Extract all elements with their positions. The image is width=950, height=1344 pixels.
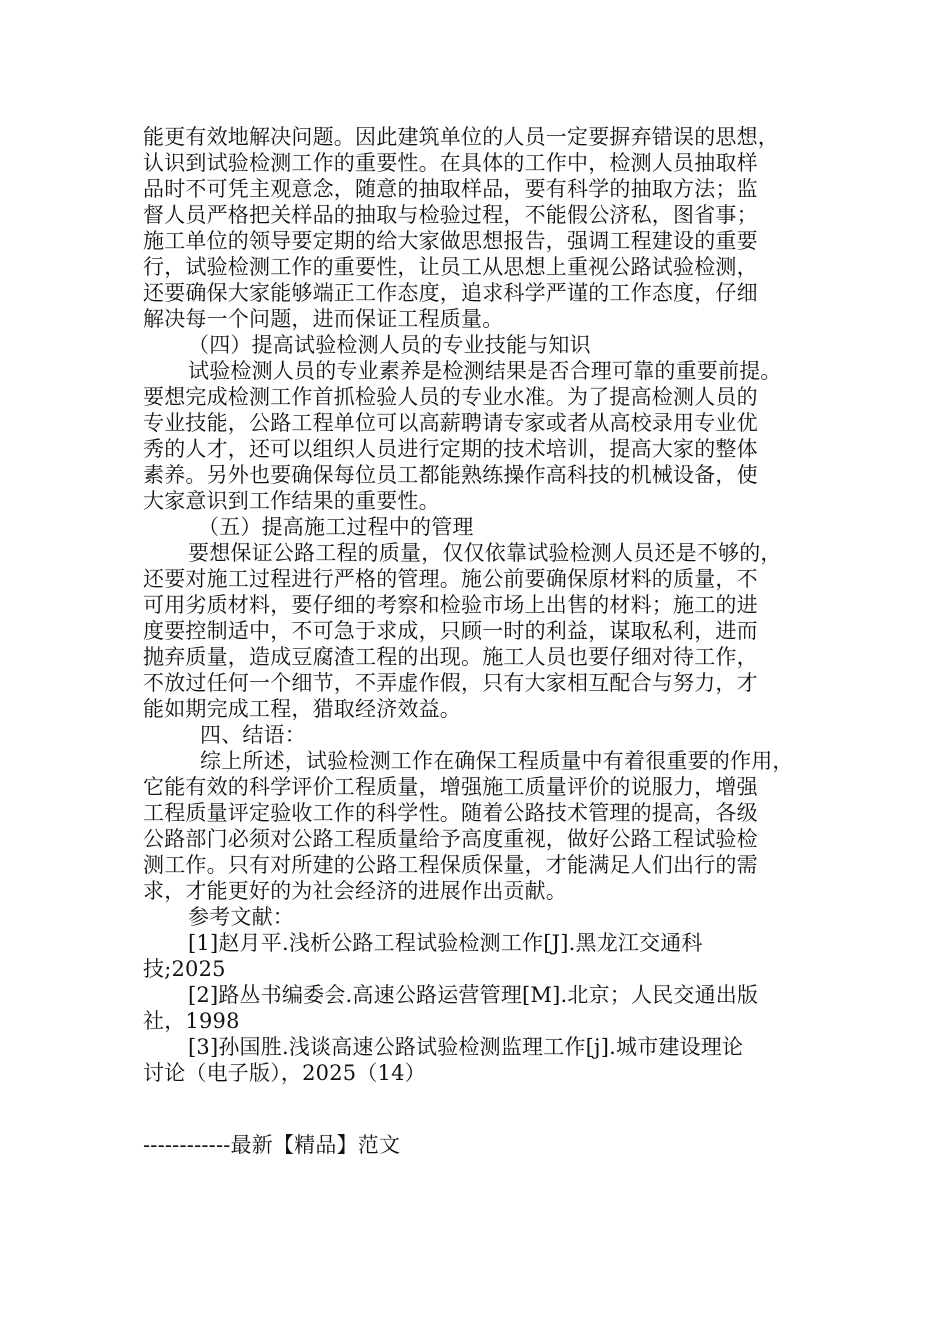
body-line: 专业技能，公路工程单位可以高薪聘请专家或者从高校录用专业优 (143, 411, 758, 435)
body-line: 它能有效的科学评价工程质量，增强施工质量评价的说服力，增强 (143, 775, 758, 799)
reference-item: 社，1998 (143, 1009, 240, 1033)
page-footer: ------------最新【精品】范文 (143, 1133, 401, 1157)
body-line: 求，才能更好的为社会经济的进展作出贡献。 (143, 879, 567, 903)
body-line: 工程质量评定验收工作的科学性。随着公路技术管理的提高，各级 (143, 801, 758, 825)
body-line: 公路部门必须对公路工程质量给予高度重视，做好公路工程试验检 (143, 827, 758, 851)
body-line: 测工作。只有对所建的公路工程保质保量，才能满足人们出行的需 (143, 853, 758, 877)
body-line: 度要控制适中，不可急于求成，只顾一时的利益，谋取私利，进而 (143, 619, 758, 643)
body-line: 要想保证公路工程的质量，仅仅依靠试验检测人员还是不够的， (188, 541, 782, 565)
body-line: 试验检测人员的专业素养是检测结果是否合理可靠的重要前提。 (188, 359, 782, 383)
body-line: 行，试验检测工作的重要性，让员工从思想上重视公路试验检测， (143, 255, 758, 279)
references-heading: 参考文献： (188, 905, 294, 929)
body-line: 还要确保大家能够端正工作态度，追求科学严谨的工作态度，仔细 (143, 281, 758, 305)
body-line: 还要对施工过程进行严格的管理。施公前要确保原材料的质量，不 (143, 567, 758, 591)
body-line: 大家意识到工作结果的重要性。 (143, 489, 440, 513)
body-line: 可用劣质材料，要仔细的考察和检验市场上出售的材料；施工的进 (143, 593, 758, 617)
reference-item: [3]孙国胜.浅谈高速公路试验检测监理工作[j].城市建设理论 (188, 1035, 744, 1059)
body-line: 解决每一个问题，进而保证工程质量。 (143, 307, 504, 331)
section-heading: 四、结语： (200, 723, 306, 747)
body-line: 施工单位的领导要定期的给大家做思想报告，强调工程建设的重要 (143, 229, 758, 253)
reference-item: [2]路丛书编委会.高速公路运营管理[M].北京；人民交通出版 (188, 983, 759, 1007)
reference-item: 技;2025 (143, 957, 226, 981)
reference-item: [1]赵月平.浅析公路工程试验检测工作[J].黑龙江交通科 (188, 931, 703, 955)
body-line: 品时不可凭主观意念，随意的抽取样品，要有科学的抽取方法；监 (143, 177, 758, 201)
body-line: 能更有效地解决问题。因此建筑单位的人员一定要摒弃错误的思想， (143, 125, 779, 149)
body-line: 要想完成检测工作首抓检验人员的专业水准。为了提高检测人员的 (143, 385, 758, 409)
section-heading: （五）提高施工过程中的管理 (198, 515, 474, 539)
body-line: 能如期完成工程，猎取经济效益。 (143, 697, 461, 721)
section-heading: （四）提高试验检测人员的专业技能与知识 (188, 333, 591, 357)
reference-item: 讨论（电子版），2025（14） (143, 1061, 426, 1085)
body-line: 综上所述，试验检测工作在确保工程质量中有着很重要的作用， (200, 749, 794, 773)
body-line: 不放过任何一个细节，不弄虚作假，只有大家相互配合与努力，才 (143, 671, 758, 695)
body-line: 抛弃质量，造成豆腐渣工程的出现。施工人员也要仔细对待工作， (143, 645, 758, 669)
body-line: 秀的人才，还可以组织人员进行定期的技术培训，提高大家的整体 (143, 437, 758, 461)
body-line: 认识到试验检测工作的重要性。在具体的工作中，检测人员抽取样 (143, 151, 758, 175)
body-line: 素养。另外也要确保每位员工都能熟练操作高科技的机械设备，使 (143, 463, 758, 487)
body-line: 督人员严格把关样品的抽取与检验过程，不能假公济私，图省事； (143, 203, 758, 227)
